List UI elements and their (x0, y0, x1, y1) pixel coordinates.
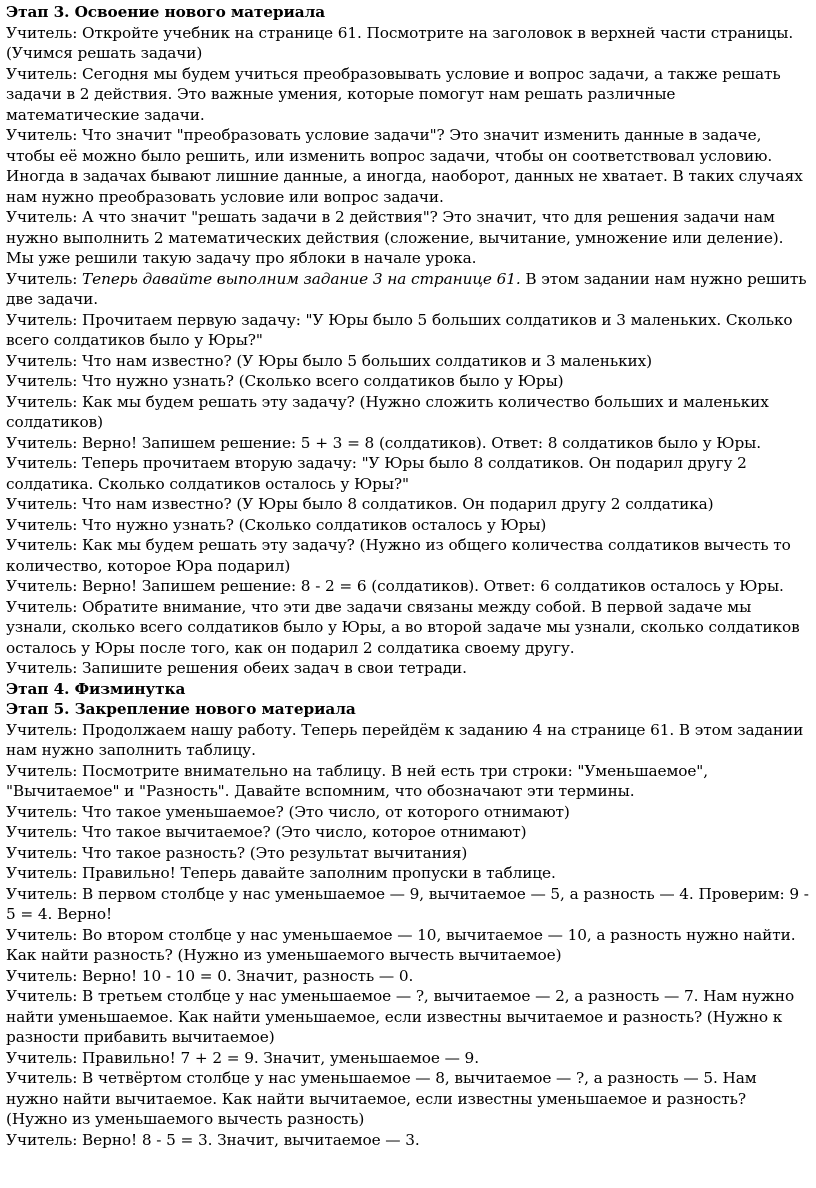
paragraph: Учитель: Что такое вычитаемое? (Это число, которое отнимают) (6, 823, 527, 841)
paragraph: Учитель: Как мы будем решать эту задачу? (Нужно из общего количества солдатиков вычесть то количество, которое Юра подарил) (6, 536, 791, 575)
paragraph: Учитель: Правильно! 7 + 2 = 9. Значит, уменьшаемое — 9. (6, 1048, 479, 1067)
paragraph: Учитель: Верно! 8 - 5 = 3. Значит, вычитаемое — 3. (6, 1130, 420, 1149)
paragraph: Учитель: Верно! 10 - 10 = 0. Значит, разность — 0. (6, 966, 414, 985)
paragraph: Учитель: Правильно! Теперь давайте заполним пропуски в таблице. (6, 864, 556, 882)
paragraph: Учитель: А что значит "решать задачи в 2 действия"? Это значит, что для решения задачи нам нужно выполнить 2 математических действия (сложение, вычитание, умножение или деление). Мы уже решили такую задачу про яблоки в начале урока. (6, 208, 784, 267)
paragraph: Учитель: Что нужно узнать? (Сколько всего солдатиков было у Юры) (6, 372, 564, 390)
paragraph: Учитель: Теперь прочитаем вторую задачу: "У Юры было 8 солдатиков. Он подарил другу 2 солдатика. Сколько солдатиков осталось у Юры?" (6, 454, 747, 493)
paragraph: Учитель: Обратите внимание, что эти две задачи связаны между собой. В первой задаче мы узнали, сколько всего солдатиков было у Юры, а во второй задаче мы узнали, сколько солдатиков осталось у Юры после того, как он подарил 2 солдатика своему другу. (6, 597, 800, 657)
paragraph: Учитель: Прочитаем первую задачу: "У Юры было 5 больших солдатиков и 3 маленьких. Сколько всего солдатиков было у Юры?" (6, 310, 793, 349)
paragraph: Учитель: Что нам известно? (У Юры было 5 больших солдатиков и 3 маленьких) (6, 351, 653, 370)
paragraph: Учитель: Как мы будем решать эту задачу? (Нужно сложить количество больших и маленьких солдатиков) (6, 392, 769, 431)
paragraph: Учитель: Что нужно узнать? (Сколько солдатиков осталось у Юры) (6, 515, 547, 534)
paragraph: Учитель: В четвёртом столбце у нас уменьшаемое — 8, вычитаемое — ?, а разность — 5. Нам нужно найти вычитаемое. Как найти вычитаемое, если известны уменьшаемое и разность? (Нужно из уменьшаемого вычесть разность) (6, 1069, 757, 1128)
paragraph: Учитель: Что значит "преобразовать условие задачи"? Это значит изменить данные в задаче, чтобы её можно было решить, или изменить вопрос задачи, чтобы он соответствовал условию. Иногда в задачах бывают лишние данные, а иногда, наоборот, данных не хватает. В таких случаях нам нужно преобразовать условие или вопрос задачи. (6, 126, 803, 206)
paragraph: Учитель: Что нам известно? (У Юры было 8 солдатиков. Он подарил другу 2 солдатика) (6, 495, 714, 513)
task-3-instruction: Теперь давайте выполним задание 3 на странице 61. (82, 269, 521, 288)
paragraph: Учитель: Во втором столбце у нас уменьшаемое — 10, вычитаемое — 10, а разность нужно найти. Как найти разность? (Нужно из уменьшаемого вычесть вычитаемое) (6, 925, 796, 964)
paragraph: Учитель: Посмотрите внимательно на таблицу. В ней есть три строки: "Уменьшаемое", "Вычитаемое" и "Разность". Давайте вспомним, что обозначают эти термины. (6, 761, 709, 800)
task-3-rest: В этом задании нам нужно решить две задачи. (6, 269, 807, 308)
paragraph: Учитель: Верно! Запишем решение: 5 + 3 = 8 (солдатиков). Ответ: 8 солдатиков было у Юры. (6, 433, 761, 452)
paragraph: Учитель: Сегодня мы будем учиться преобразовывать условие и вопрос задачи, а также решать задачи в 2 действия. Это важные умения, которые помогут нам решать различные математические задачи. (6, 64, 781, 124)
paragraph: Учитель: Запишите решения обеих задач в свои тетради. (6, 659, 467, 677)
task-3-paragraph (6, 269, 810, 310)
paragraph: Учитель: В первом столбце у нас уменьшаемое — 9, вычитаемое — 5, а разность — 4. Проверим: 9 - 5 = 4. Верно! (6, 884, 809, 923)
stage-3-heading: Этап 3. Освоение нового материала (6, 3, 326, 21)
paragraph: Учитель: Что такое уменьшаемое? (Это число, от которого отнимают) (6, 802, 570, 821)
stage-4-heading: Этап 4. Физминутка (6, 679, 186, 698)
speaker-label: Учитель: (6, 269, 83, 288)
stage-5-heading: Этап 5. Закрепление нового материала (6, 700, 356, 718)
paragraph: Учитель: Верно! Запишем решение: 8 - 2 = 6 (солдатиков). Ответ: 6 солдатиков осталось у Юры. (6, 577, 784, 595)
paragraph: Учитель: В третьем столбце у нас уменьшаемое — ?, вычитаемое — 2, а разность — 7. Нам нужно найти уменьшаемое. Как найти уменьшаемое, если известны вычитаемое и разность? (Нужно к разности прибавить вычитаемое) (6, 987, 795, 1046)
paragraph: Учитель: Продолжаем нашу работу. Теперь перейдём к заданию 4 на странице 61. В этом задании нам нужно заполнить таблицу. (6, 720, 804, 759)
paragraph: Учитель: Что такое разность? (Это результат вычитания) (6, 843, 468, 862)
paragraph: Учитель: Откройте учебник на странице 61. Посмотрите на заголовок в верхней части страницы. (Учимся решать задачи) (6, 23, 794, 62)
